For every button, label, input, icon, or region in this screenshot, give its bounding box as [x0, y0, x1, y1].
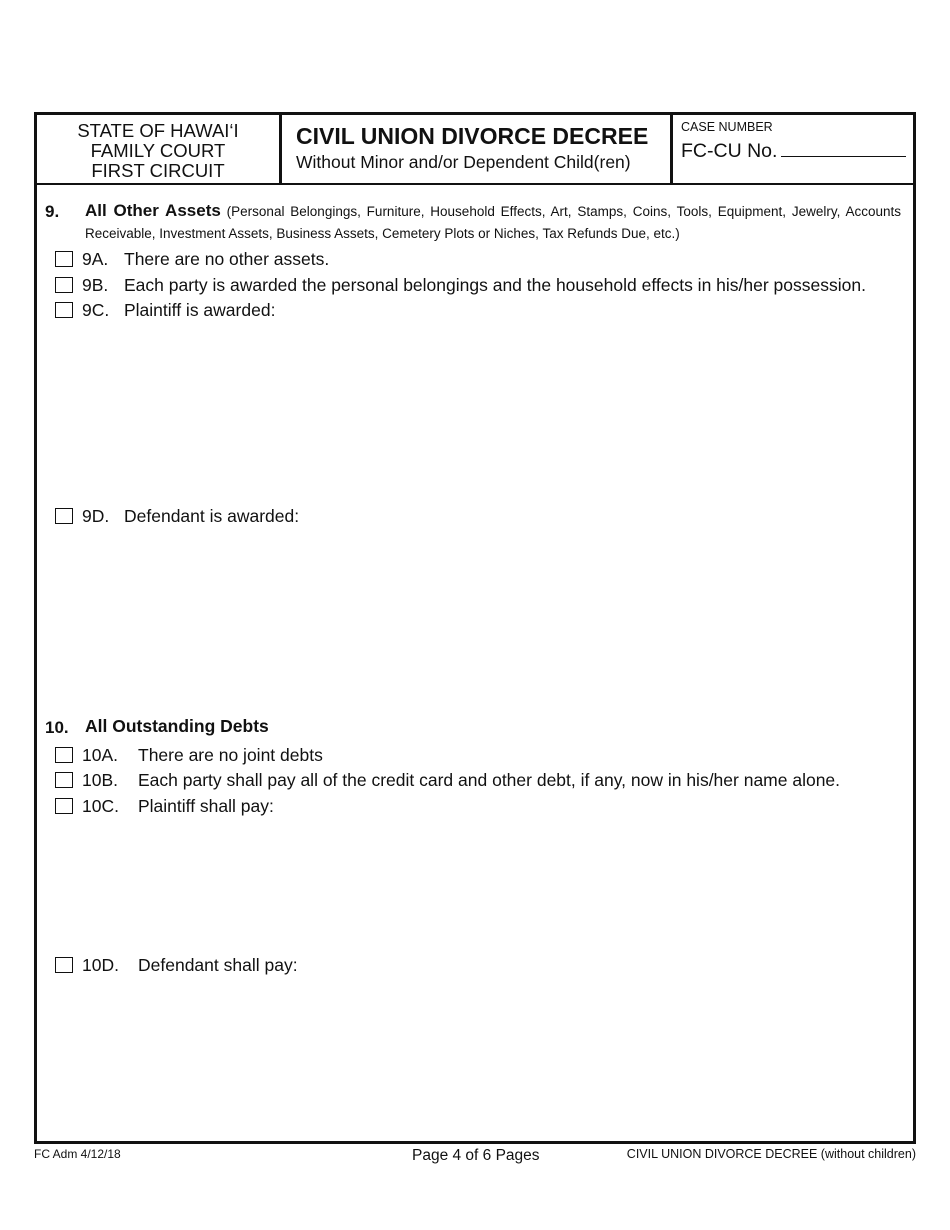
form-subtitle: Without Minor and/or Dependent Child(ren) — [296, 152, 631, 172]
item-9a — [55, 248, 329, 270]
checkbox-10b[interactable] — [55, 772, 73, 788]
item-10a — [55, 744, 323, 766]
form-title: CIVIL UNION DIVORCE DECREE — [296, 123, 649, 149]
checkbox-9a[interactable] — [55, 251, 73, 267]
item-code: 10C. — [82, 796, 119, 816]
section9-description: (Personal Belongings, Furniture, Household Effects, Art, Stamps, Coins, Tools, Equipment, Jewelry, Accounts Receivable, Investment Assets, Business Assets, Cemetery Plots or Niches, Tax Refunds Due, etc.) — [85, 204, 901, 241]
item-code: 9C. — [82, 300, 110, 320]
item-text: Defendant shall pay: — [138, 955, 298, 975]
form-frame — [34, 112, 916, 1144]
item-9b — [55, 274, 866, 296]
footer-document-title: CIVIL UNION DIVORCE DECREE (without children) — [626, 1147, 916, 1161]
item-text: There are no joint debts — [138, 745, 323, 765]
court-name: FAMILY COURT — [90, 140, 226, 161]
item-code: 9B. — [82, 275, 109, 295]
item-code: 10D. — [82, 955, 119, 975]
court-circuit: FIRST CIRCUIT — [91, 160, 225, 181]
section9-number: 9. — [45, 202, 60, 221]
checkbox-9d[interactable] — [55, 508, 73, 524]
checkbox-9b[interactable] — [55, 277, 73, 293]
item-code: 10B. — [82, 770, 118, 790]
checkbox-9c[interactable] — [55, 302, 73, 318]
item-text: Plaintiff shall pay: — [138, 796, 274, 816]
checkbox-10d[interactable] — [55, 957, 73, 973]
checkbox-10a[interactable] — [55, 747, 73, 763]
court-state: STATE OF HAWAI‘I — [77, 120, 239, 141]
item-code: 9D. — [82, 506, 110, 526]
item-9d — [55, 505, 299, 527]
case-number-line — [681, 137, 913, 165]
checkbox-10c[interactable] — [55, 798, 73, 814]
case-number-block — [673, 115, 913, 183]
case-number-label: CASE NUMBER — [681, 120, 773, 134]
item-code: 10A. — [82, 745, 118, 765]
item-10c — [55, 795, 274, 817]
item-text: There are no other assets. — [124, 249, 330, 269]
footer-form-id: FC Adm 4/12/18 — [34, 1147, 121, 1161]
title-block — [282, 115, 673, 183]
section9-title: All Other Assets — [85, 201, 221, 220]
item-9c — [55, 299, 275, 321]
section9-heading — [85, 200, 901, 245]
case-number-prefix: FC-CU No. — [681, 140, 778, 162]
section10-number: 10. — [45, 718, 69, 737]
section10-title: All Outstanding Debts — [85, 716, 269, 736]
item-10b — [55, 769, 840, 791]
item-text: Plaintiff is awarded: — [124, 300, 276, 320]
form-header — [37, 115, 913, 185]
item-text: Defendant is awarded: — [124, 506, 300, 526]
item-text: Each party shall pay all of the credit card and other debt, if any, now in his/her name alone. — [138, 770, 841, 790]
item-text: Each party is awarded the personal belongings and the household effects in his/her possession. — [124, 275, 866, 295]
item-10d — [55, 954, 298, 976]
item-code: 9A. — [82, 249, 109, 269]
court-block — [37, 115, 282, 183]
case-number-field[interactable] — [781, 138, 906, 157]
footer-page-number: Page 4 of 6 Pages — [412, 1147, 540, 1164]
